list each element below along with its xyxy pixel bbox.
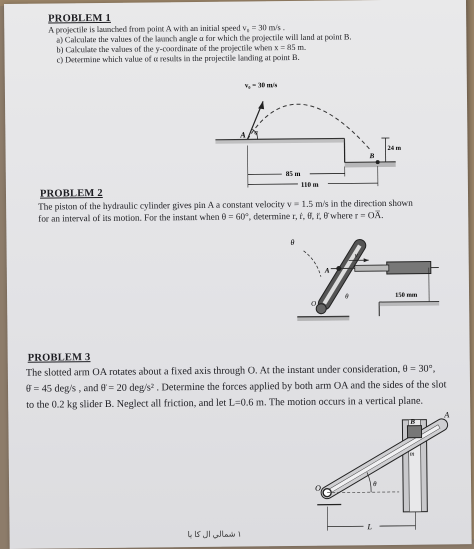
- trajectory-path: [247, 103, 370, 151]
- dist1-label: 85 m: [286, 170, 301, 178]
- theta-label: θ: [345, 292, 349, 300]
- dimension-label: 150 mm: [395, 292, 418, 299]
- problem3-title: PROBLEM 3: [28, 352, 91, 364]
- velocity-label: v: [355, 251, 359, 259]
- theta-dot-label: θ: [290, 238, 294, 247]
- length-label: L: [366, 522, 372, 531]
- problem1-statement: A projectile is launched from point A with an initial speed v₀ = 30 m/s .: [48, 23, 285, 35]
- dist2-line-right: [328, 183, 378, 184]
- slider-b: [407, 426, 421, 438]
- dist2-label: 110 m: [301, 181, 319, 189]
- point-o-label: O: [311, 300, 316, 308]
- pivot-o: [316, 304, 326, 314]
- problem3-figure: [304, 407, 471, 537]
- point-b-label: B: [409, 418, 415, 426]
- problem2-line2: for an interval of its motion. For the instant when θ = 60°, determine r, ṙ, θ̇, r̈, θ̈ where r = OA̅.: [38, 209, 383, 225]
- velocity-arrowhead: [258, 101, 264, 109]
- problem1-item-c: c) Determine which value of α results in the projectile landing at point B.: [57, 53, 300, 66]
- problem1-item-b: b) Calculate the values of the y-coordinate of the projectile when x = 85 m.: [56, 43, 306, 56]
- point-o-label: O: [315, 484, 321, 493]
- problem3-line2: θ̇ = 45 deg/s , and θ̈ = 20 deg/s² . Determine the forces applied by both arm OA and the sides of the slot: [26, 378, 447, 396]
- point-a-label: A: [239, 130, 246, 139]
- dist2-line-left: [248, 184, 298, 185]
- point-a-label: A: [324, 267, 330, 275]
- theta-dot-arc: [304, 251, 321, 277]
- point-a-label: A: [443, 410, 449, 419]
- mass-label: m: [410, 451, 415, 458]
- problem2-title: PROBLEM 2: [40, 188, 103, 200]
- piston-rod: [355, 265, 389, 271]
- problem3-line1: The slotted arm OA rotates about a fixed axis through O. At the instant under consideration, θ = 30°,: [26, 363, 436, 381]
- point-b-label: B: [369, 152, 375, 160]
- hydraulic-cylinder: [387, 262, 431, 274]
- problem3-line3: to the 0.2 kg slider B. Neglect all friction, and let L=0.6 m. The motion occurs in a vertical plane.: [26, 395, 423, 413]
- alpha-label: α: [254, 128, 258, 136]
- v0-label: v₀ = 30 m/s: [245, 81, 278, 89]
- paper-sheet: [4, 0, 472, 549]
- lower-ground-hatch: [345, 162, 396, 168]
- problem1-title: PROBLEM 1: [48, 13, 111, 25]
- theta-label: θ: [373, 480, 377, 488]
- problem1-figure: [205, 78, 406, 192]
- problem2-figure: [268, 227, 449, 329]
- slotted-arm: [319, 417, 450, 501]
- problem1-item-a: a) Calculate the values of the launch angle α for which the projectile will land at point B.: [56, 32, 351, 45]
- problem2-line1: The piston of the hydraulic cylinder gives pin A a constant velocity v = 1.5 m/s in the direction shown: [38, 197, 413, 213]
- height-label: 24 m: [387, 145, 401, 152]
- footer-text: ١ شمالي ال کا یا: [188, 530, 242, 540]
